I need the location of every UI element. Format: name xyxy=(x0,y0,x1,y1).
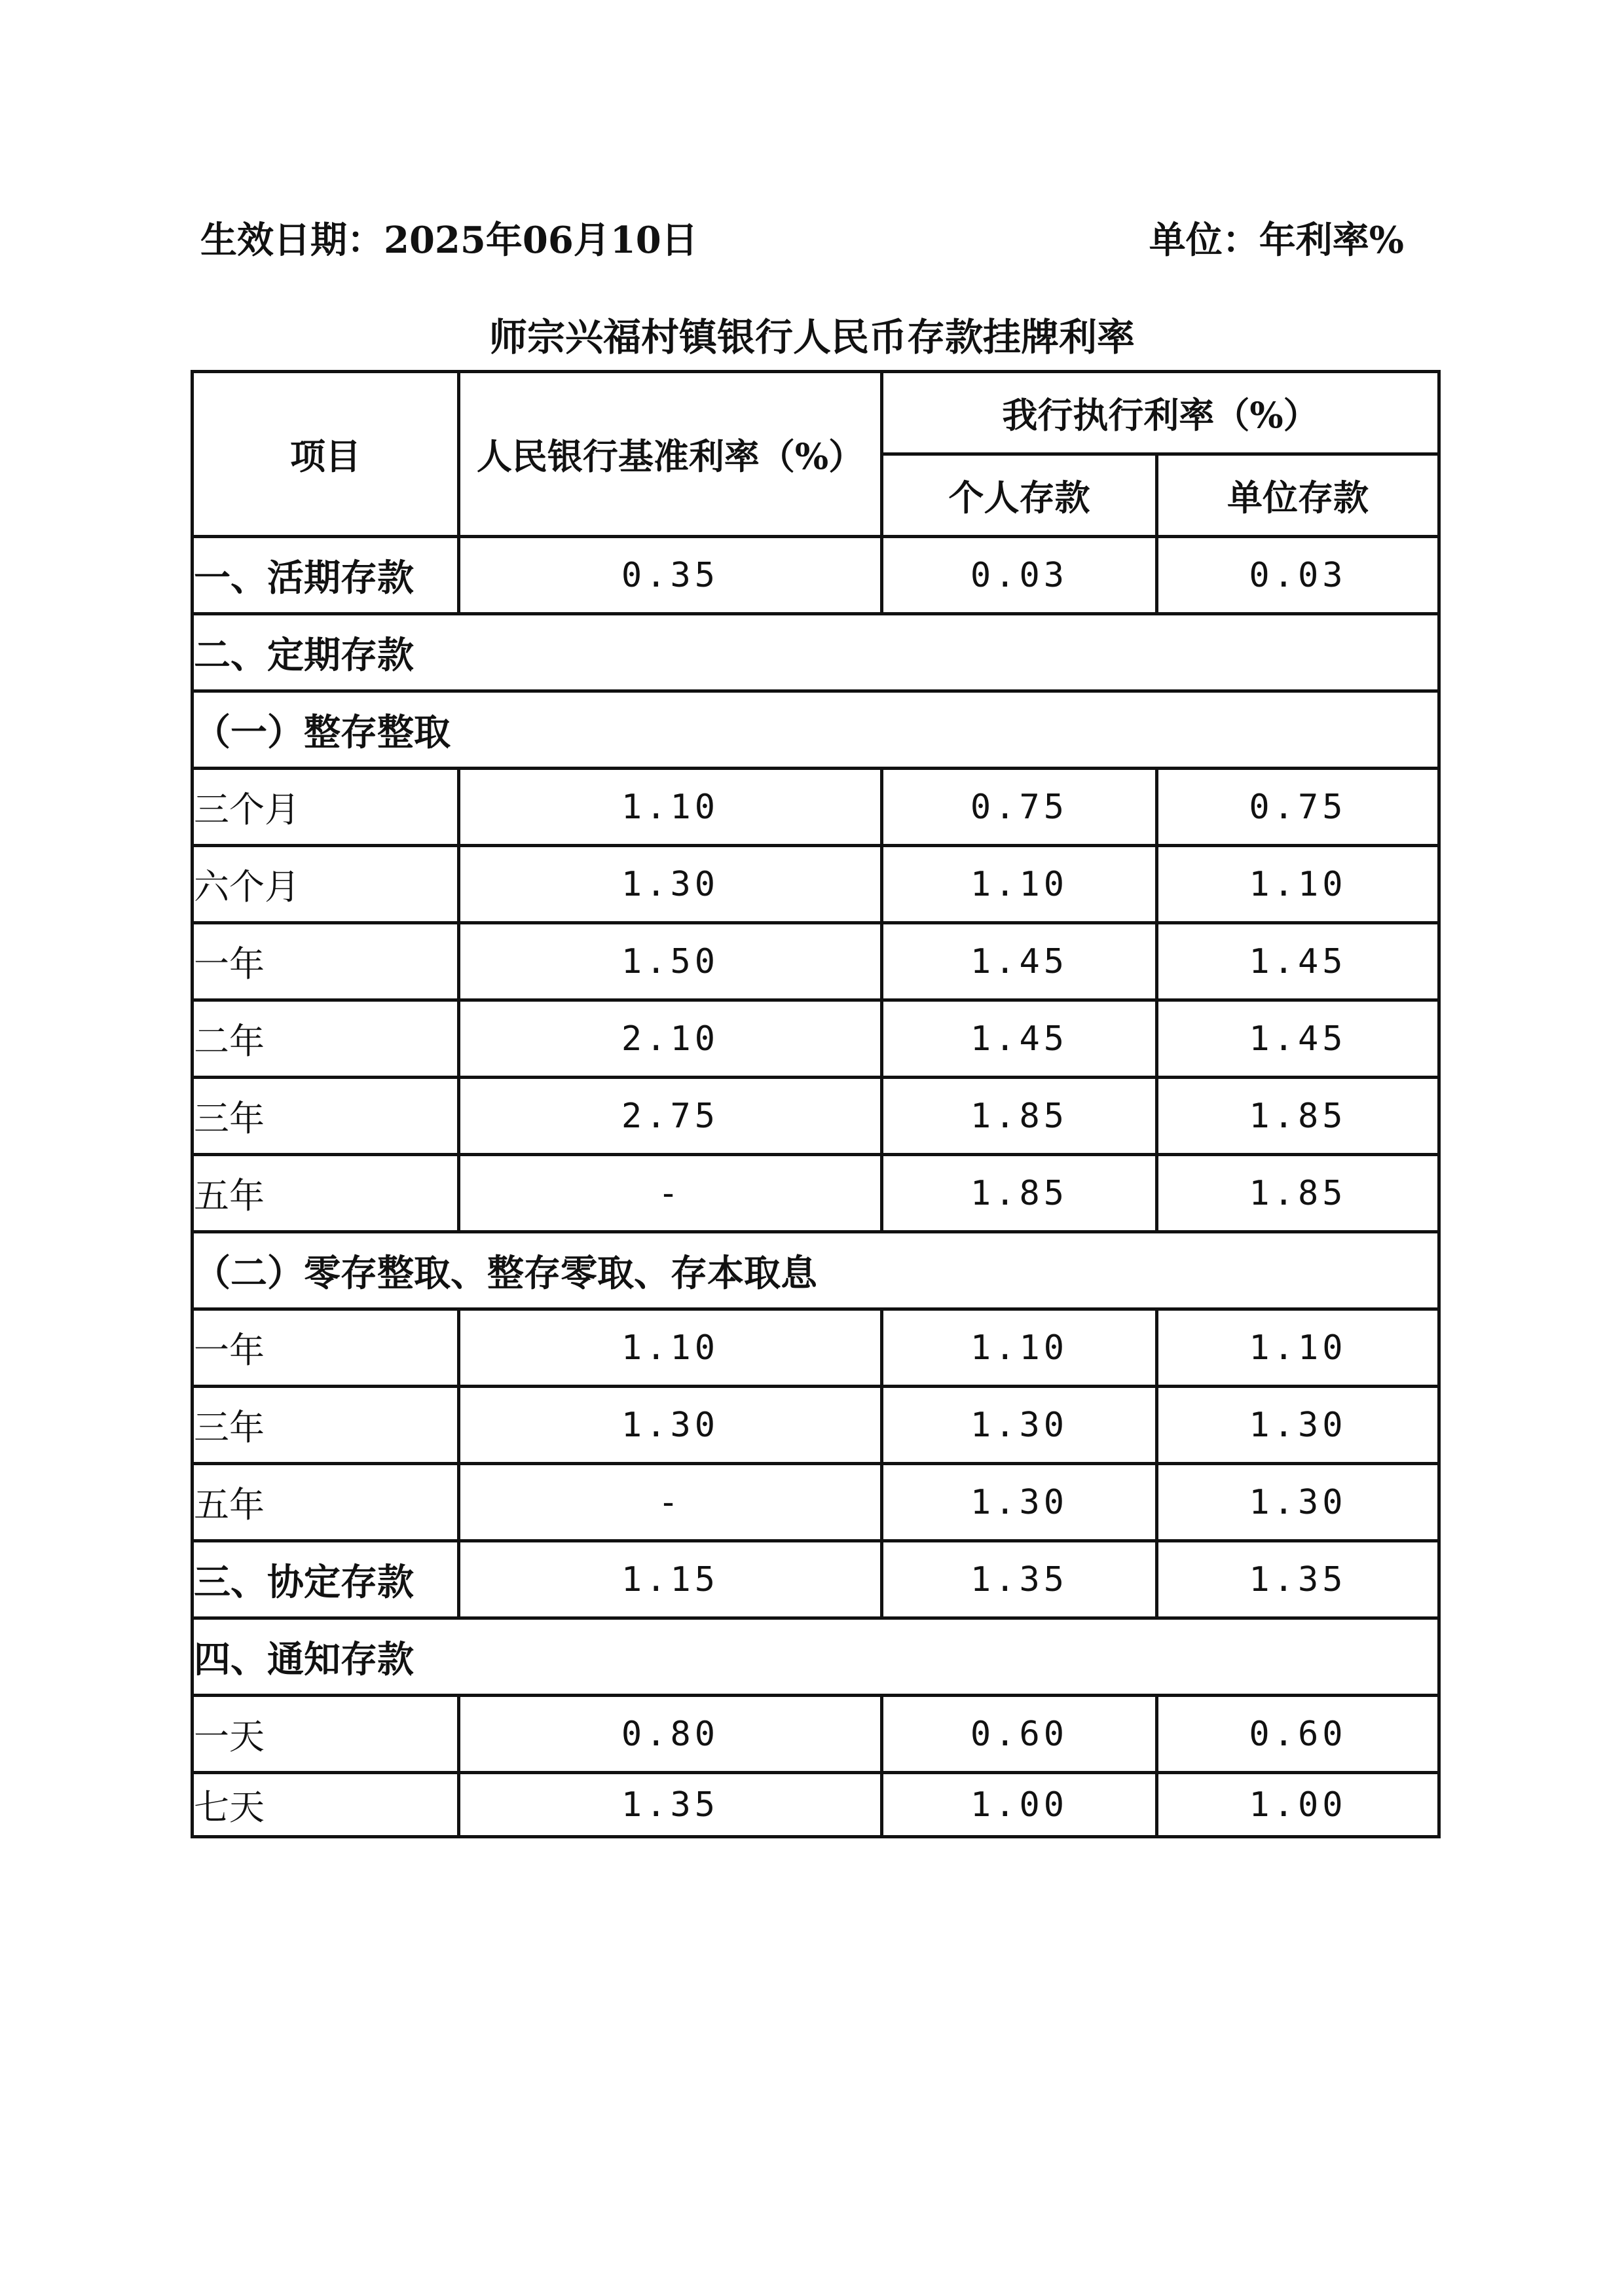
row-label: 三年 xyxy=(193,1387,459,1464)
pboc-rate-cell: - xyxy=(459,1155,882,1232)
table-row xyxy=(193,537,1439,614)
personal-rate-cell: 1.85 xyxy=(882,1078,1157,1155)
personal-rate-cell: 1.35 xyxy=(882,1541,1157,1618)
personal-rate-cell: 1.45 xyxy=(882,923,1157,1000)
unit-label: 单位：年利率% xyxy=(1149,219,1404,262)
row-label: 一天 xyxy=(193,1696,459,1773)
section-row xyxy=(193,691,1439,769)
page-header xyxy=(200,211,1404,270)
column-header-pboc-rate: 人民银行基准利率（%） xyxy=(459,372,882,537)
effective-date: 生效日期：2025年06月10日 xyxy=(200,219,698,262)
table-row xyxy=(193,1696,1439,1773)
column-header-item: 项目 xyxy=(193,372,459,537)
personal-rate-cell: 0.75 xyxy=(882,769,1157,846)
personal-rate-cell: 1.45 xyxy=(882,1000,1157,1078)
corporate-rate-cell: 0.03 xyxy=(1157,537,1439,614)
corporate-rate-cell: 1.10 xyxy=(1157,1309,1439,1387)
corporate-rate-cell: 1.85 xyxy=(1157,1155,1439,1232)
personal-rate-cell: 1.00 xyxy=(882,1773,1157,1837)
corporate-rate-cell: 1.35 xyxy=(1157,1541,1439,1618)
personal-rate-cell: 1.30 xyxy=(882,1387,1157,1464)
section-row xyxy=(193,1618,1439,1696)
row-label: 六个月 xyxy=(193,846,459,923)
row-label: 一、活期存款 xyxy=(193,537,459,614)
table-header-row xyxy=(193,372,1439,454)
column-header-personal: 个人存款 xyxy=(882,454,1157,537)
table-row xyxy=(193,1387,1439,1464)
personal-rate-cell: 1.10 xyxy=(882,846,1157,923)
section-label: 二、定期存款 xyxy=(193,614,1439,691)
pboc-rate-cell: 1.35 xyxy=(459,1773,882,1837)
pboc-rate-cell: 2.75 xyxy=(459,1078,882,1155)
table-row xyxy=(193,1541,1439,1618)
pboc-rate-cell: 1.10 xyxy=(459,769,882,846)
corporate-rate-cell: 1.85 xyxy=(1157,1078,1439,1155)
table-row xyxy=(193,846,1439,923)
row-label: 一年 xyxy=(193,1309,459,1387)
table-row xyxy=(193,1155,1439,1232)
row-label: 七天 xyxy=(193,1773,459,1837)
row-label: 三个月 xyxy=(193,769,459,846)
section-label: 四、通知存款 xyxy=(193,1618,1439,1696)
personal-rate-cell: 1.85 xyxy=(882,1155,1157,1232)
corporate-rate-cell: 1.10 xyxy=(1157,846,1439,923)
table-row xyxy=(193,1309,1439,1387)
row-label: 五年 xyxy=(193,1155,459,1232)
table-row xyxy=(193,1773,1439,1837)
table-row xyxy=(193,923,1439,1000)
section-row xyxy=(193,614,1439,691)
corporate-rate-cell: 0.60 xyxy=(1157,1696,1439,1773)
table-row xyxy=(193,1464,1439,1541)
document-title: 师宗兴福村镇银行人民币存款挂牌利率 xyxy=(489,315,1135,359)
personal-rate-cell: 1.10 xyxy=(882,1309,1157,1387)
column-header-bank-rate: 我行执行利率（%） xyxy=(882,372,1439,454)
pboc-rate-cell: 0.35 xyxy=(459,537,882,614)
corporate-rate-cell: 1.30 xyxy=(1157,1464,1439,1541)
subsection-label: （二）零存整取、整存零取、存本取息 xyxy=(193,1232,1439,1309)
row-label: 五年 xyxy=(193,1464,459,1541)
table-row xyxy=(193,1078,1439,1155)
pboc-rate-cell: 1.50 xyxy=(459,923,882,1000)
corporate-rate-cell: 1.30 xyxy=(1157,1387,1439,1464)
personal-rate-cell: 0.60 xyxy=(882,1696,1157,1773)
pboc-rate-cell: 1.30 xyxy=(459,1387,882,1464)
column-header-corporate: 单位存款 xyxy=(1157,454,1439,537)
pboc-rate-cell: 1.30 xyxy=(459,846,882,923)
pboc-rate-cell: - xyxy=(459,1464,882,1541)
personal-rate-cell: 1.30 xyxy=(882,1464,1157,1541)
corporate-rate-cell: 0.75 xyxy=(1157,769,1439,846)
row-label: 二年 xyxy=(193,1000,459,1078)
pboc-rate-cell: 1.10 xyxy=(459,1309,882,1387)
row-label: 三年 xyxy=(193,1078,459,1155)
corporate-rate-cell: 1.45 xyxy=(1157,1000,1439,1078)
pboc-rate-cell: 2.10 xyxy=(459,1000,882,1078)
table-row xyxy=(193,1000,1439,1078)
corporate-rate-cell: 1.00 xyxy=(1157,1773,1439,1837)
deposit-rate-table xyxy=(191,370,1441,1838)
subsection-label: （一）整存整取 xyxy=(193,691,1439,769)
pboc-rate-cell: 0.80 xyxy=(459,1696,882,1773)
row-label: 三、协定存款 xyxy=(193,1541,459,1618)
table-row xyxy=(193,769,1439,846)
pboc-rate-cell: 1.15 xyxy=(459,1541,882,1618)
section-row xyxy=(193,1232,1439,1309)
personal-rate-cell: 0.03 xyxy=(882,537,1157,614)
corporate-rate-cell: 1.45 xyxy=(1157,923,1439,1000)
row-label: 一年 xyxy=(193,923,459,1000)
